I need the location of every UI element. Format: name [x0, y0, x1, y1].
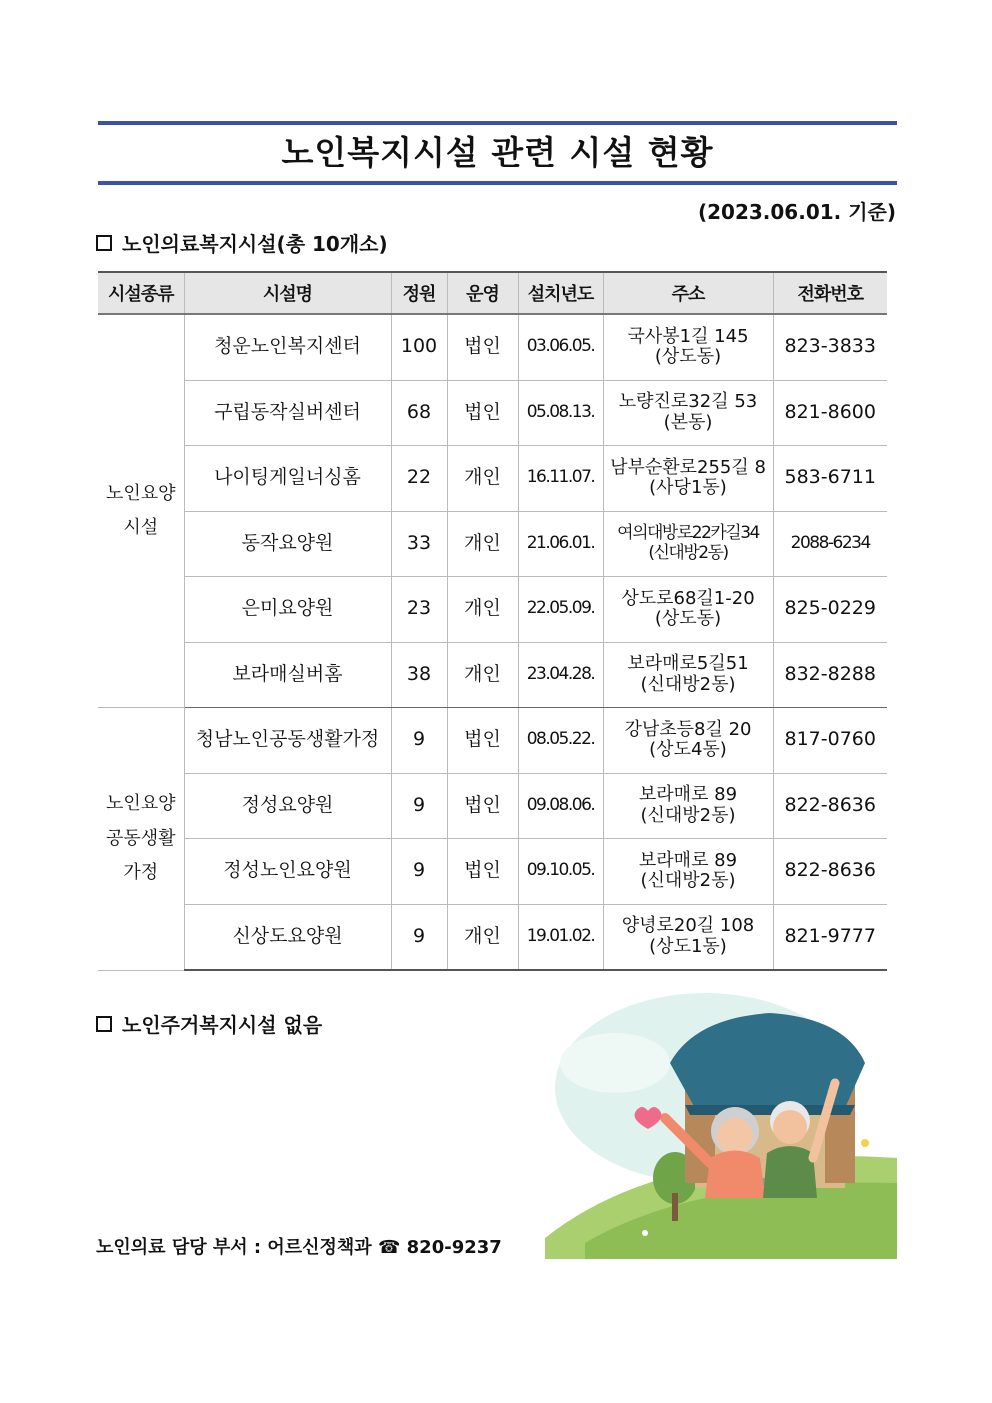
group-cell-group-home	[98, 708, 184, 971]
facility-name: 청운노인복지센터	[184, 314, 391, 380]
capacity: 68	[391, 380, 447, 446]
address	[603, 380, 773, 446]
address-line: 남부순환로255길 8	[610, 456, 766, 478]
table-row	[98, 380, 887, 446]
install-year: 09.08.06.	[518, 773, 603, 839]
install-year: 09.10.05.	[518, 839, 603, 905]
table-row	[98, 773, 887, 839]
capacity: 100	[391, 314, 447, 380]
phone: 822-8636	[773, 773, 887, 839]
address-line: (상도동)	[654, 608, 722, 630]
address-line: 강남초등8길 20	[624, 718, 752, 740]
phone: 821-8600	[773, 380, 887, 446]
group-label-line: 가정	[123, 861, 159, 883]
capacity: 33	[391, 511, 447, 577]
capacity: 9	[391, 904, 447, 970]
operation: 법인	[447, 708, 518, 774]
header-phone: 전화번호	[773, 272, 887, 314]
operation: 개인	[447, 511, 518, 577]
address-line: 보라매로 89	[638, 849, 738, 871]
address-line: (신대방2동)	[640, 673, 736, 695]
facility-name: 동작요양원	[184, 511, 391, 577]
facility-name: 보라매실버홈	[184, 642, 391, 708]
header-name: 시설명	[184, 272, 391, 314]
address-line: 노량진로32길 53	[618, 391, 758, 413]
section-heading-medical	[96, 228, 388, 257]
address-line: (상도1동)	[649, 935, 727, 957]
address	[603, 446, 773, 512]
address	[603, 577, 773, 643]
phone: 2088-6234	[773, 511, 887, 577]
checkbox-square-icon	[96, 1016, 112, 1032]
phone: 832-8288	[773, 642, 887, 708]
facility-table	[98, 271, 887, 971]
facility-name: 정성노인요양원	[184, 839, 391, 905]
phone: 823-3833	[773, 314, 887, 380]
page-title: 노인복지시설 관련 시설 현황	[281, 133, 714, 172]
address-line: 상도로68길1-20	[621, 587, 755, 609]
header-type: 시설종류	[98, 272, 184, 314]
facility-name: 정성요양원	[184, 773, 391, 839]
table-row	[98, 904, 887, 970]
facility-name: 청남노인공동생활가정	[184, 708, 391, 774]
group-label-line: 시설	[123, 517, 159, 538]
section-heading-residential	[96, 1009, 322, 1038]
phone: 821-9777	[773, 904, 887, 970]
table-row	[98, 642, 887, 708]
operation: 법인	[447, 839, 518, 905]
capacity: 9	[391, 708, 447, 774]
install-year: 19.01.02.	[518, 904, 603, 970]
operation: 법인	[447, 314, 518, 380]
address-line: 보라매로5길51	[627, 653, 749, 675]
phone: 825-0229	[773, 577, 887, 643]
operation: 개인	[447, 446, 518, 512]
title-top-rule	[98, 121, 897, 125]
checkbox-square-icon	[96, 235, 112, 251]
group-label-line: 노인요양	[105, 482, 176, 504]
address-line: (신대방2동)	[640, 870, 736, 892]
address-line: 국사봉1길 145	[627, 325, 749, 347]
header-operation: 운영	[447, 272, 518, 314]
table-row	[98, 446, 887, 512]
install-year: 03.06.05.	[518, 314, 603, 380]
table-row	[98, 708, 887, 774]
address	[603, 511, 773, 577]
address	[603, 773, 773, 839]
address	[603, 708, 773, 774]
address-line: 보라매로 89	[638, 784, 738, 806]
contact-footer: 노인의료 담당 부서 : 어르신정책과 ☎ 820-9237	[96, 1237, 502, 1258]
operation: 법인	[447, 773, 518, 839]
address-line: (본동)	[663, 411, 713, 433]
capacity: 23	[391, 577, 447, 643]
phone: 817-0760	[773, 708, 887, 774]
header-address: 주소	[603, 272, 773, 314]
install-year: 21.06.01.	[518, 511, 603, 577]
capacity: 22	[391, 446, 447, 512]
facility-name: 신상도요양원	[184, 904, 391, 970]
operation: 개인	[447, 904, 518, 970]
capacity: 9	[391, 773, 447, 839]
address	[603, 839, 773, 905]
table-row	[98, 839, 887, 905]
operation: 개인	[447, 577, 518, 643]
phone: 822-8636	[773, 839, 887, 905]
address-line: (사당1동)	[649, 477, 727, 499]
section-heading-label: 노인주거복지시설 없음	[122, 1013, 323, 1037]
table-row	[98, 577, 887, 643]
operation: 개인	[447, 642, 518, 708]
group-label-line: 노인요양	[105, 793, 176, 815]
address-line: (상도동)	[654, 346, 722, 368]
title-bottom-rule	[98, 181, 897, 185]
facility-name: 구립동작실버센터	[184, 380, 391, 446]
address-line: 여의대방로22카길34	[617, 523, 759, 544]
capacity: 38	[391, 642, 447, 708]
install-year: 16.11.07.	[518, 446, 603, 512]
address-line: 양녕로20길 108	[621, 915, 755, 937]
elderly-couple-house-illustration-icon	[545, 993, 897, 1259]
phone: 583-6711	[773, 446, 887, 512]
facility-name: 은미요양원	[184, 577, 391, 643]
address-line: (신대방2동)	[640, 804, 736, 826]
group-cell-nursing	[98, 314, 184, 708]
address-line: (신대방2동)	[648, 542, 728, 563]
group-label-line: 공동생활	[105, 827, 176, 849]
address	[603, 904, 773, 970]
install-year: 05.08.13.	[518, 380, 603, 446]
install-year: 23.04.28.	[518, 642, 603, 708]
address	[603, 314, 773, 380]
header-year: 설치년도	[518, 272, 603, 314]
install-year: 08.05.22.	[518, 708, 603, 774]
install-year: 22.05.09.	[518, 577, 603, 643]
address-line: (상도4동)	[649, 739, 727, 761]
reference-date: (2023.06.01. 기준)	[697, 200, 896, 224]
header-capacity: 정원	[391, 272, 447, 314]
operation: 법인	[447, 380, 518, 446]
table-header-row	[98, 272, 887, 314]
facility-name: 나이팅게일너싱홈	[184, 446, 391, 512]
table-row	[98, 314, 887, 380]
table-row	[98, 511, 887, 577]
capacity: 9	[391, 839, 447, 905]
section-heading-label: 노인의료복지시설(총 10개소)	[122, 232, 388, 256]
address	[603, 642, 773, 708]
